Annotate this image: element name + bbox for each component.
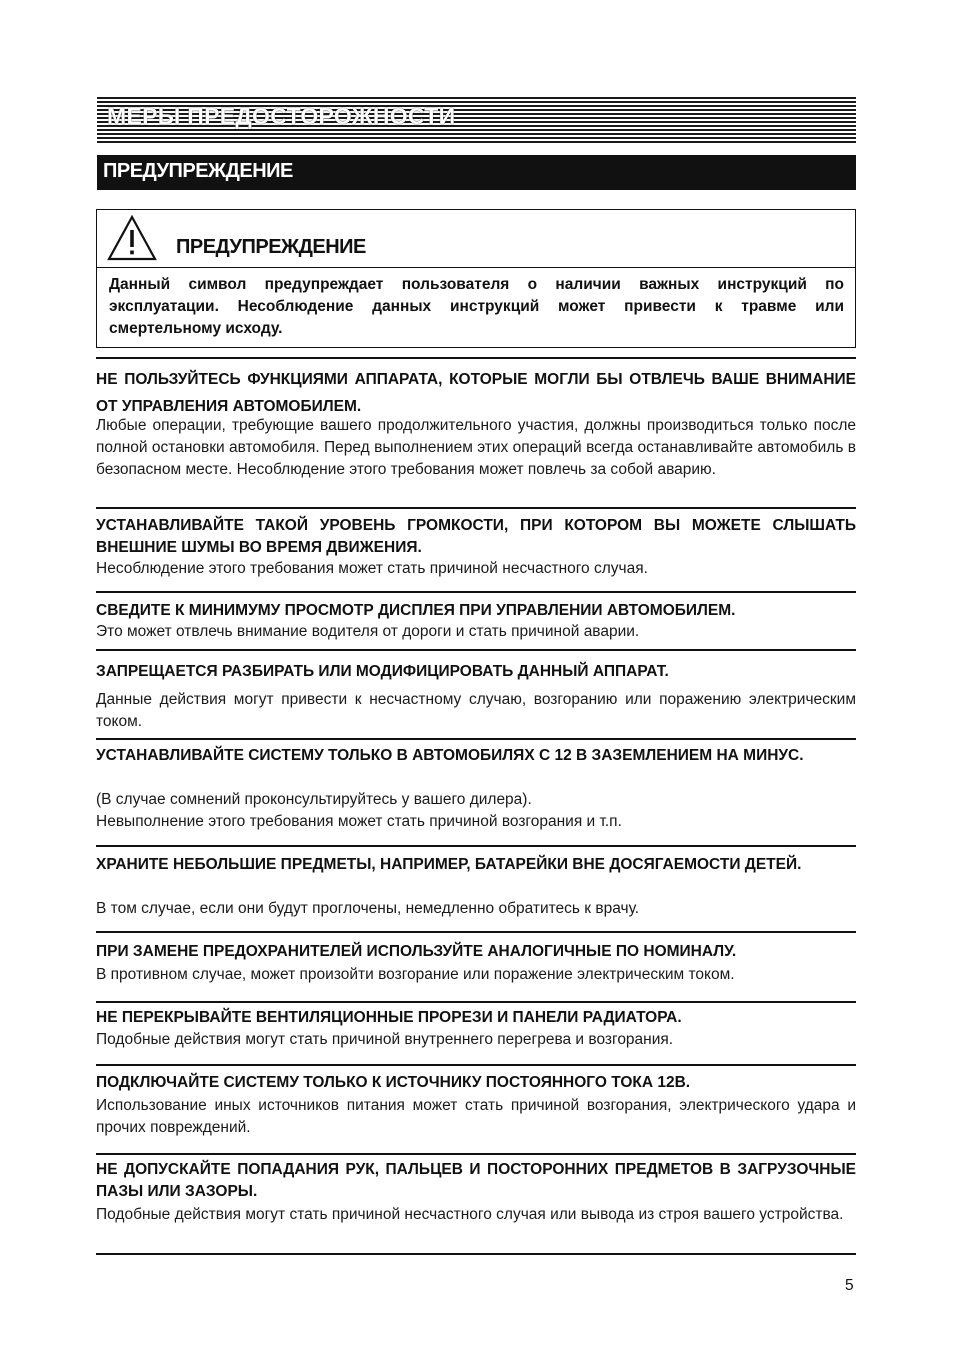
item-body: Использование иных источников питания может стать причиной возгорания, электрического удара и прочих повреждений.	[96, 1097, 856, 1136]
item-heading: НЕ ПЕРЕКРЫВАЙТЕ ВЕНТИЛЯЦИОННЫЕ ПРОРЕЗИ И ПАНЕЛИ РАДИАТОРА.	[96, 1009, 682, 1026]
item-heading: ЗАПРЕЩАЕТСЯ РАЗБИРАТЬ ИЛИ МОДИФИЦИРОВАТЬ ДАННЫЙ АППАРАТ.	[96, 663, 669, 680]
item-heading: УСТАНАВЛИВАЙТЕ СИСТЕМУ ТОЛЬКО В АВТОМОБИЛЯХ С 12 В ЗАЗЕМЛЕНИЕМ НА МИНУС.	[96, 747, 804, 764]
warning-triangle-icon	[106, 214, 158, 262]
item-body: Это может отвлечь внимание водителя от дороги и стать причиной аварии.	[96, 623, 640, 640]
divider	[96, 1153, 856, 1155]
item-heading: НЕ ПОЛЬЗУЙТЕСЬ ФУНКЦИЯМИ АППАРАТА, КОТОРЫЕ МОГЛИ БЫ ОТВЛЕЧЬ ВАШЕ ВНИМАНИЕ ОТ УПРАВЛЕНИЯ АВТОМОБИЛЕМ.	[96, 371, 856, 415]
item-heading: ХРАНИТЕ НЕБОЛЬШИЕ ПРЕДМЕТЫ, НАПРИМЕР, БАТАРЕЙКИ ВНЕ ДОСЯГАЕМОСТИ ДЕТЕЙ.	[96, 856, 802, 873]
warning-box-title: ПРЕДУПРЕЖДЕНИЕ	[176, 236, 366, 258]
divider	[96, 1253, 856, 1255]
divider	[96, 649, 856, 651]
divider	[96, 1001, 856, 1003]
item-body: Подобные действия могут стать причиной несчастного случая или вывода из строя вашего устройства.	[96, 1206, 844, 1223]
item-body: В противном случае, может произойти возгорание или поражение электрическим током.	[96, 966, 735, 983]
divider	[96, 738, 856, 740]
section-title: ПРЕДУПРЕЖДЕНИЕ	[103, 160, 293, 182]
item-body: (В случае сомнений проконсультируйтесь у вашего дилера).	[96, 791, 532, 808]
item-heading: СВЕДИТЕ К МИНИМУМУ ПРОСМОТР ДИСПЛЕЯ ПРИ УПРАВЛЕНИИ АВТОМОБИЛЕМ.	[96, 602, 736, 619]
section-header	[97, 155, 856, 190]
item-body: В том случае, если они будут проглочены, немедленно обратитесь к врачу.	[96, 900, 640, 917]
warning-box-divider	[97, 267, 855, 268]
item-heading: ПОДКЛЮЧАЙТЕ СИСТЕМУ ТОЛЬКО К ИСТОЧНИКУ ПОСТОЯННОГО ТОКА 12В.	[96, 1074, 691, 1091]
page-title: МЕРЫ ПРЕДОСТОРОЖНОСТИ	[107, 103, 456, 129]
divider	[96, 507, 856, 509]
item-body: Несоблюдение этого требования может стать причиной несчастного случая.	[96, 560, 648, 577]
item-body: Данные действия могут привести к несчастному случаю, возгоранию или поражению электрическим током.	[96, 691, 856, 730]
warning-box	[96, 209, 856, 348]
divider	[96, 931, 856, 933]
divider	[96, 591, 856, 593]
divider	[96, 845, 856, 847]
page-title-banner	[97, 97, 856, 143]
divider	[96, 1064, 856, 1066]
item-heading: НЕ ДОПУСКАЙТЕ ПОПАДАНИЯ РУК, ПАЛЬЦЕВ И ПОСТОРОННИХ ПРЕДМЕТОВ В ЗАГРУЗОЧНЫЕ ПАЗЫ ИЛИ ЗАЗОРЫ.	[96, 1161, 856, 1200]
warning-box-text: Данный символ предупреждает пользователя о наличии важных инструкций по эксплуатации. Несоблюдение данных инструкций может привести к травме или смертельному исходу.	[109, 276, 844, 337]
item-body: Любые операции, требующие вашего продолжительного участия, должны производиться только после полной остановки автомобиля. Перед выполнением этих операций всегда останавливайте автомобиль в безопасном месте. Несоблюдение этого требования может повлечь за собой аварию.	[96, 417, 856, 478]
item-heading: ПРИ ЗАМЕНЕ ПРЕДОХРАНИТЕЛЕЙ ИСПОЛЬЗУЙТЕ АНАЛОГИЧНЫЕ ПО НОМИНАЛУ.	[96, 943, 737, 960]
item-body-second-line: Невыполнение этого требования может стать причиной возгорания и т.п.	[96, 813, 622, 830]
divider	[96, 357, 856, 359]
page-number: 5	[845, 1277, 854, 1294]
item-heading: УСТАНАВЛИВАЙТЕ ТАКОЙ УРОВЕНЬ ГРОМКОСТИ, ПРИ КОТОРОМ ВЫ МОЖЕТЕ СЛЫШАТЬ ВНЕШНИЕ ШУМЫ ВО ВРЕМЯ ДВИЖЕНИЯ.	[96, 517, 856, 556]
item-body: Подобные действия могут стать причиной внутреннего перегрева и возгорания.	[96, 1031, 674, 1048]
